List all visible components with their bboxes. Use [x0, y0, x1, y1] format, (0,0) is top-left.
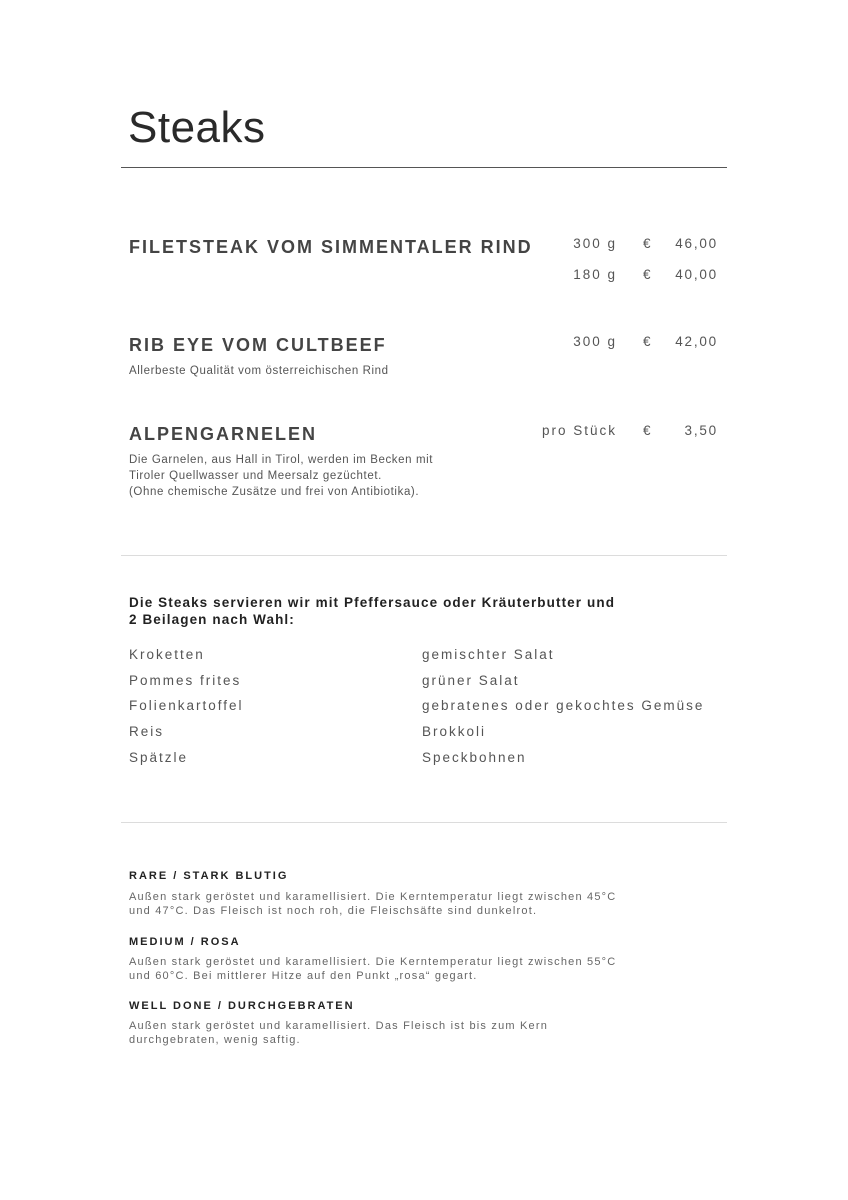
side-dish-item: Reis [129, 724, 165, 740]
section-divider [121, 822, 727, 823]
side-dishes-right [422, 646, 704, 774]
dish-price: 3,50 [684, 423, 718, 438]
dish-size: 180 g [573, 267, 617, 282]
dish-description: Allerbeste Qualität vom österreichischen Rind [129, 365, 389, 377]
sides-intro-line: Die Steaks servieren wir mit Pfeffersauce oder Kräuterbutter und [129, 595, 616, 610]
doneness-description: Außen stark geröstet und karamellisiert. Die Kerntemperatur liegt zwischen 45°C [129, 891, 617, 903]
side-dish-item: Brokkoli [422, 724, 487, 740]
doneness-description: und 47°C. Das Fleisch ist noch roh, die Fleischsäfte sind dunkelrot. [129, 905, 538, 917]
dish-description-line: Die Garnelen, aus Hall in Tirol, werden im Becken mit [129, 454, 434, 466]
currency-symbol: € [643, 267, 651, 282]
doneness-heading-well-done: WELL DONE / DURCHGEBRATEN [129, 1000, 355, 1012]
side-dish-item: grüner Salat [422, 672, 520, 688]
side-dish-item: gemischter Salat [422, 647, 555, 662]
dish-size: 300 g [573, 334, 617, 349]
side-dish-item: Kroketten [129, 647, 205, 662]
side-dishes-left [129, 646, 244, 774]
currency-symbol: € [643, 236, 651, 251]
dish-description-line: (Ohne chemische Zusätze und frei von Antibiotika). [129, 486, 420, 498]
side-dish-item: Pommes frites [129, 672, 242, 688]
dish-price: 40,00 [675, 267, 718, 282]
side-dish-item: Spätzle [129, 749, 189, 765]
side-dish-item: Speckbohnen [422, 749, 527, 765]
currency-symbol: € [643, 334, 651, 349]
doneness-description: Außen stark geröstet und karamellisiert. Die Kerntemperatur liegt zwischen 55°C [129, 956, 617, 968]
dish-size: 300 g [573, 236, 617, 251]
dish-name-rib-eye: RIB EYE VOM CULTBEEF [129, 335, 387, 355]
dish-size: pro Stück [541, 423, 617, 438]
section-divider [121, 555, 727, 556]
doneness-heading-rare: RARE / STARK BLUTIG [129, 870, 289, 882]
dish-name-filetsteak: FILETSTEAK VOM SIMMENTALER RIND [129, 237, 533, 257]
doneness-description: Außen stark geröstet und karamellisiert. Das Fleisch ist bis zum Kern [129, 1020, 549, 1032]
currency-symbol: € [643, 423, 651, 438]
title-divider [121, 167, 727, 168]
dish-price: 42,00 [675, 334, 718, 349]
sides-intro-line: 2 Beilagen nach Wahl: [129, 612, 295, 627]
side-dish-item: Folienkartoffel [129, 698, 244, 714]
dish-name-alpengarnelen: ALPENGARNELEN [129, 424, 318, 444]
side-dish-item: gebratenes oder gekochtes Gemüse [422, 698, 705, 714]
doneness-description: und 60°C. Bei mittlerer Hitze auf den Punkt „rosa“ gegart. [129, 970, 478, 982]
doneness-description: durchgebraten, wenig saftig. [129, 1034, 301, 1046]
sides-intro [129, 594, 615, 628]
dish-description-line: Tiroler Quellwasser und Meersalz gezüchtet. [129, 470, 382, 482]
dish-price: 46,00 [675, 236, 718, 251]
page-title: Steaks [128, 103, 266, 152]
doneness-heading-medium: MEDIUM / ROSA [129, 936, 241, 948]
